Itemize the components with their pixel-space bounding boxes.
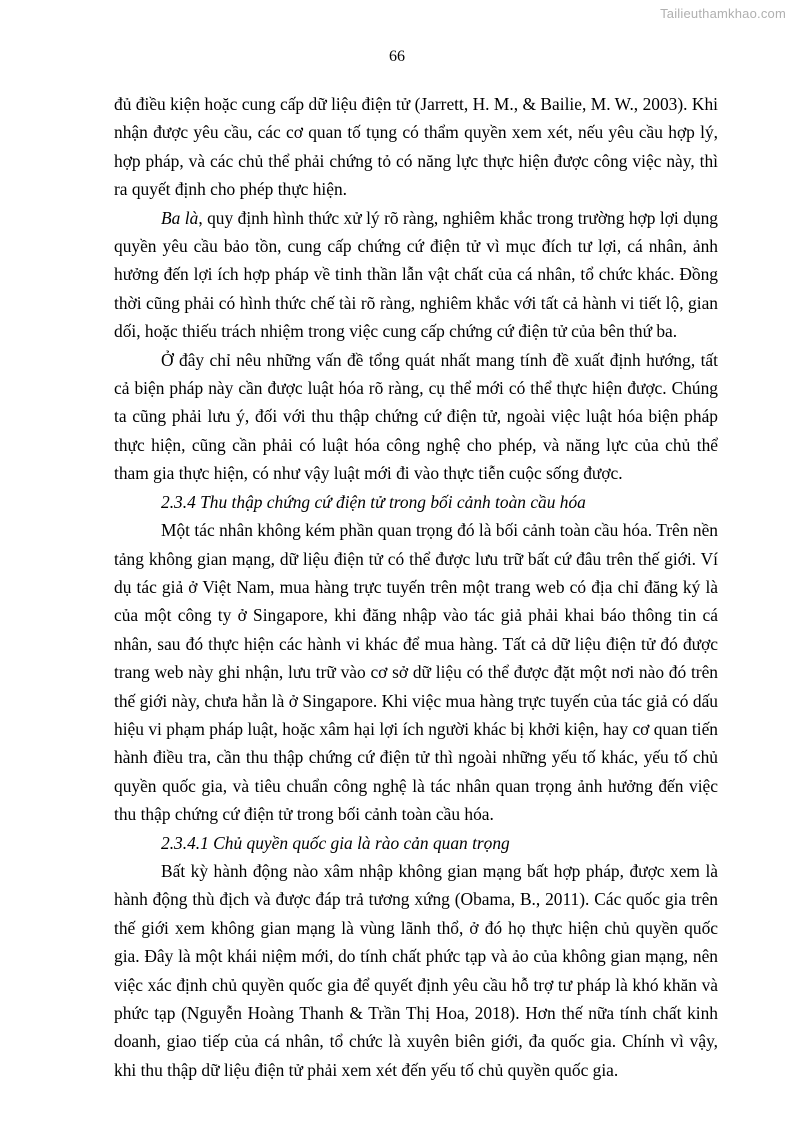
section-heading-2-3-4: 2.3.4 Thu thập chứng cứ điện tử trong bối cảnh toàn cầu hóa: [161, 491, 586, 512]
watermark: Tailieuthamkhao.com: [660, 6, 786, 21]
section-heading-2-3-4-1: 2.3.4.1 Chủ quyền quốc gia là rào cản quan trọng: [161, 832, 510, 853]
paragraph-lead-italic: Ba là: [161, 207, 199, 228]
paragraph-globalization: Một tác nhân không kém phần quan trọng đó là bối cảnh toàn cầu hóa. Trên nền tảng không gian mạng, dữ liệu điện tử có thể được lưu trữ bất cứ đâu trên thế giới. Ví dụ tác giả ở Việt Nam, mua hàng trực tuyến trên một trang web có địa chỉ đăng ký là của một công ty ở Singapore, khi đăng nhập vào tác giả phải khai báo thông tin cá nhân, sau đó thực hiện các hành vi khác để mua hàng. Tất cả dữ liệu điện tử đó được trang web này ghi nhận, lưu trữ vào cơ sở dữ liệu có thể được đặt một nơi nào đó trên thế giới này, chưa hẳn là ở Singapore. Khi việc mua hàng trực tuyến của tác giả có dấu hiệu vi phạm pháp luật, hoặc xâm hại lợi ích người khác bị khởi kiện, hay cơ quan tiến hành điều tra, cần thu thập chứng cứ điện tử thì ngoài những yếu tố khác, yếu tố chủ quyền quốc gia, và tiêu chuẩn công nghệ là tác nhân quan trọng ảnh hưởng đến việc thu thập chứng cứ điện tử trong bối cảnh toàn cầu hóa.: [114, 520, 718, 825]
paragraph-text: , quy định hình thức xử lý rõ ràng, nghiêm khắc trong trường hợp lợi dụng quyền yêu cầu bảo tồn, cung cấp chứng cứ điện tử vì mục đích tư lợi, cá nhân, ảnh hưởng đến lợi ích hợp pháp về tinh thần lẫn vật chất của cá nhân, tổ chức khác. Đồng thời cũng phải có hình thức chế tài rõ ràng, nghiêm khắc với tất cả hành vi tiết lộ, gian dối, hoặc thiếu trách nhiệm trong việc cung cấp chứng cứ điện tử của bên thứ ba.: [114, 207, 718, 342]
paragraph-summary: Ở đây chỉ nêu những vấn đề tổng quát nhất mang tính đề xuất định hướng, tất cả biện pháp này cần được luật hóa rõ ràng, cụ thể mới có thể thực hiện được. Chúng ta cũng phải lưu ý, đối với thu thập chứng cứ điện tử, ngoài việc luật hóa biện pháp thực hiện, cũng cần phải có luật hóa công nghệ cho phép, và năng lực của chủ thể tham gia thực hiện, có như vậy luật mới đi vào thực tiễn cuộc sống được.: [114, 349, 718, 484]
paragraph-sovereignty: Bất kỳ hành động nào xâm nhập không gian mạng bất hợp pháp, được xem là hành động thù địch và được đáp trả tương xứng (Obama, B., 2011). Các quốc gia trên thế giới xem không gian mạng là vùng lãnh thổ, ở đó họ thực hiện chủ quyền quốc gia. Đây là một khái niệm mới, do tính chất phức tạp và ảo của không gian mạng, nên việc xác định chủ quyền quốc gia để quyết định yêu cầu hỗ trợ tư pháp là khó khăn và phức tạp (Nguyễn Hoàng Thanh & Trần Thị Hoa, 2018). Hơn thế nữa tính chất kinh doanh, giao tiếp của cá nhân, tổ chức là xuyên biên giới, đa quốc gia. Chính vì vậy, khi thu thập dữ liệu điện tử phải xem xét đến yếu tố chủ quyền quốc gia.: [114, 860, 718, 1080]
page-number: 66: [389, 48, 405, 65]
paragraph-ba-la: [114, 204, 718, 346]
paragraph-continuation: đủ điều kiện hoặc cung cấp dữ liệu điện tử (Jarrett, H. M., & Bailie, M. W., 2003). Khi nhận được yêu cầu, các cơ quan tố tụng có thẩm quyền xem xét, nếu yêu cầu hợp lý, hợp pháp, và các chủ thể phải chứng tỏ có năng lực thực hiện được công việc này, thì ra quyết định cho phép thực hiện.: [114, 94, 718, 200]
document-body: [114, 90, 718, 1084]
